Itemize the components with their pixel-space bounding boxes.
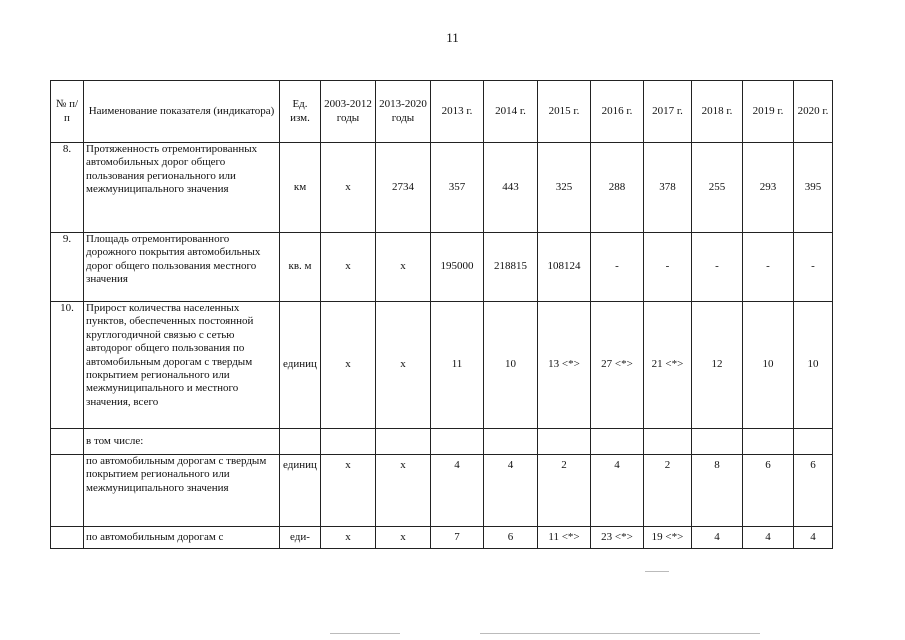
- year-value: 108124: [538, 233, 591, 302]
- year-value: 13 <*>: [538, 302, 591, 429]
- table-row: [51, 143, 833, 233]
- year-value: 2: [538, 455, 591, 527]
- period-cell: [321, 429, 376, 455]
- header-year: 2020 г.: [794, 81, 833, 143]
- year-value: 288: [591, 143, 644, 233]
- year-value: 11 <*>: [538, 527, 591, 549]
- unit-cell: еди-: [280, 527, 321, 549]
- year-value: [431, 429, 484, 455]
- year-value: 4: [794, 527, 833, 549]
- indicator-name: Протяженность отремонтированных автомобильных дорог общего пользования регионального или межмуниципального значения: [84, 143, 280, 233]
- year-value: 12: [692, 302, 743, 429]
- header-year: 2014 г.: [484, 81, 538, 143]
- header-year: 2018 г.: [692, 81, 743, 143]
- year-value: [591, 429, 644, 455]
- indicator-name: Площадь отремонтированного дорожного покрытия автомобильных дорог общего пользования местного значения: [84, 233, 280, 302]
- indicator-name: Прирост количества населенных пунктов, обеспеченных постоянной круглогодичной связью с сетью автодорог общего пользования по автомобильным дорогам с твердым покрытием регионального или межмуниципального и местного значения, всего: [84, 302, 280, 429]
- table-row: [51, 233, 833, 302]
- year-value: 10: [794, 302, 833, 429]
- header-period-2003-2012: 2003-2012 годы: [321, 81, 376, 143]
- unit-cell: единиц: [280, 455, 321, 527]
- table-row: [51, 302, 833, 429]
- row-number: [51, 455, 84, 527]
- year-value: -: [644, 233, 692, 302]
- year-value: 325: [538, 143, 591, 233]
- period-cell: x: [321, 455, 376, 527]
- year-value: 7: [431, 527, 484, 549]
- period-cell: x: [321, 233, 376, 302]
- unit-cell: [280, 429, 321, 455]
- year-value: 23 <*>: [591, 527, 644, 549]
- year-value: 378: [644, 143, 692, 233]
- year-value: 27 <*>: [591, 302, 644, 429]
- year-value: -: [794, 233, 833, 302]
- header-period-2013-2020: 2013-2020 годы: [376, 81, 431, 143]
- table-row: [51, 455, 833, 527]
- row-number: 9.: [51, 233, 84, 302]
- indicator-name: по автомобильным дорогам с твердым покрытием регионального или межмуниципального значения: [84, 455, 280, 527]
- year-value: 6: [794, 455, 833, 527]
- year-value: 395: [794, 143, 833, 233]
- table-header-row: [51, 81, 833, 143]
- scan-artifact: [330, 633, 400, 634]
- year-value: 6: [484, 527, 538, 549]
- year-value: 4: [743, 527, 794, 549]
- year-value: [644, 429, 692, 455]
- header-year: 2015 г.: [538, 81, 591, 143]
- scan-artifact: [480, 633, 760, 634]
- year-value: [794, 429, 833, 455]
- year-value: 443: [484, 143, 538, 233]
- period-cell: x: [321, 302, 376, 429]
- year-value: [743, 429, 794, 455]
- year-value: -: [743, 233, 794, 302]
- unit-cell: км: [280, 143, 321, 233]
- header-year: 2013 г.: [431, 81, 484, 143]
- period-cell: [376, 429, 431, 455]
- year-value: [538, 429, 591, 455]
- year-value: 10: [484, 302, 538, 429]
- header-unit: Ед. изм.: [280, 81, 321, 143]
- year-value: -: [692, 233, 743, 302]
- year-value: 195000: [431, 233, 484, 302]
- period-cell: x: [376, 455, 431, 527]
- header-name: Наименование показателя (индикатора): [84, 81, 280, 143]
- year-value: 255: [692, 143, 743, 233]
- year-value: [484, 429, 538, 455]
- period-cell: 2734: [376, 143, 431, 233]
- year-value: 19 <*>: [644, 527, 692, 549]
- table-row: [51, 429, 833, 455]
- table-row: [51, 527, 833, 549]
- year-value: 293: [743, 143, 794, 233]
- unit-cell: единиц: [280, 302, 321, 429]
- year-value: 4: [484, 455, 538, 527]
- year-value: -: [591, 233, 644, 302]
- period-cell: x: [321, 527, 376, 549]
- year-value: 357: [431, 143, 484, 233]
- page-number: 11: [446, 30, 459, 45]
- year-value: 2: [644, 455, 692, 527]
- year-value: [692, 429, 743, 455]
- indicators-table: [50, 80, 833, 549]
- year-value: 21 <*>: [644, 302, 692, 429]
- indicator-name: по автомобильным дорогам с: [84, 527, 280, 549]
- year-value: 8: [692, 455, 743, 527]
- year-value: 11: [431, 302, 484, 429]
- year-value: 4: [692, 527, 743, 549]
- year-value: 218815: [484, 233, 538, 302]
- header-num: № п/п: [51, 81, 84, 143]
- period-cell: x: [376, 527, 431, 549]
- row-number: [51, 527, 84, 549]
- row-number: [51, 429, 84, 455]
- header-year: 2017 г.: [644, 81, 692, 143]
- row-number: 10.: [51, 302, 84, 429]
- period-cell: x: [376, 302, 431, 429]
- period-cell: x: [376, 233, 431, 302]
- indicator-name: в том числе:: [84, 429, 280, 455]
- header-year: 2019 г.: [743, 81, 794, 143]
- row-number: 8.: [51, 143, 84, 233]
- unit-cell: кв. м: [280, 233, 321, 302]
- year-value: 6: [743, 455, 794, 527]
- header-year: 2016 г.: [591, 81, 644, 143]
- year-value: 4: [591, 455, 644, 527]
- period-cell: x: [321, 143, 376, 233]
- scan-artifact: [645, 571, 669, 572]
- year-value: 10: [743, 302, 794, 429]
- year-value: 4: [431, 455, 484, 527]
